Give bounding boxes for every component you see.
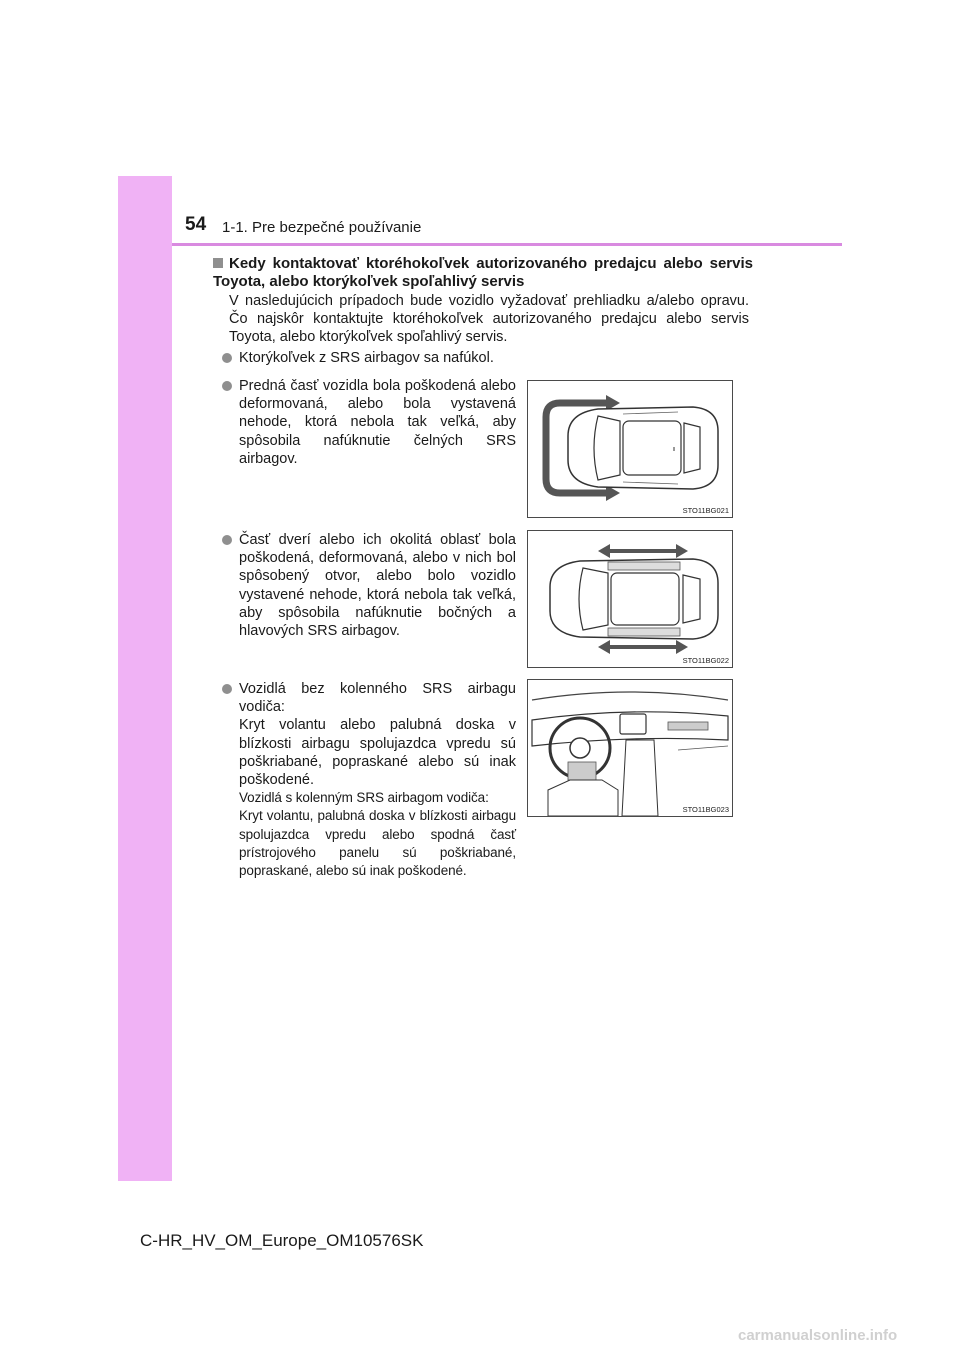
square-bullet-icon xyxy=(213,258,223,268)
car-roof xyxy=(623,421,681,475)
section-title: 1-1. Pre bezpečné používanie xyxy=(222,219,422,236)
figure-front-damage xyxy=(527,380,733,518)
section-heading-text: Kedy kontaktovať ktoréhokoľvek autorizovaného predajcu alebo servis Toyota, alebo ktorýkoľvek spoľahlivý servis xyxy=(213,255,753,290)
rear-window xyxy=(684,423,700,473)
windshield-edge xyxy=(532,692,728,700)
bullet-icon xyxy=(222,381,232,391)
header-rule xyxy=(172,243,842,246)
intro-paragraph: V nasledujúcich prípadoch bude vozidlo vyžadovať prehliadku a/alebo opravu. Čo najskôr kontaktujte ktoréhokoľvek autorizovaného predajcu alebo servis Toyota, alebo ktorýkoľvek spoľahlivý servis. xyxy=(229,293,749,345)
list-item-text: Ktorýkoľvek z SRS airbagov sa nafúkol. xyxy=(239,350,494,366)
figure-side-damage xyxy=(527,530,733,668)
arrowhead-icon xyxy=(676,544,688,558)
car-roof xyxy=(611,573,679,625)
lower-panel xyxy=(548,780,618,816)
list-item-text xyxy=(239,680,516,880)
arrowhead-icon xyxy=(676,640,688,654)
list-item-line: Kryt volantu alebo palubná doska v blízkosti airbagu spolujazdca vpredu sú poškriabané, popraskané alebo sú inak poškodené. xyxy=(239,717,516,789)
figure-dashboard xyxy=(527,679,733,817)
bullet-icon xyxy=(222,684,232,694)
windshield xyxy=(594,416,620,480)
dashboard-illustration xyxy=(528,680,732,816)
door-area xyxy=(608,628,680,636)
list-item xyxy=(222,377,516,468)
car-top-view-illustration xyxy=(528,381,732,517)
list-item-line: Vozidlá s kolenným SRS airbagom vodiča: xyxy=(239,790,489,806)
list-item-text: Predná časť vozidla bola poškodená alebo deformovaná, alebo bola vystavená nehode, ktorá nebola tak veľká, aby spôsobila nafúknutie čelných SRS airbagov. xyxy=(239,378,516,467)
door-area xyxy=(608,562,680,570)
list-item xyxy=(222,349,762,367)
document-footer: C-HR_HV_OM_Europe_OM10576SK xyxy=(140,1231,424,1250)
page-sidebar-tab xyxy=(118,176,172,1181)
section-heading xyxy=(213,255,753,291)
center-console xyxy=(622,740,658,816)
list-item-text: Časť dverí alebo ich okolitá oblasť bola poškodená, deformovaná, alebo v nich bol spôsobený otvor, alebo bolo vozidlo vystavené nehode, ktorá nebola tak veľká, aby spôsobila nafúknutie bočných a hlavových SRS airbagov. xyxy=(239,532,516,640)
figure-code: STO11BG023 xyxy=(682,805,729,814)
figure-code: STO11BG021 xyxy=(682,506,729,515)
passenger-airbag-area xyxy=(668,722,708,730)
car-top-view-illustration xyxy=(528,531,732,667)
windshield xyxy=(579,568,608,630)
arrowhead-icon xyxy=(598,544,610,558)
watermark: carmanualsonline.info xyxy=(738,1327,898,1344)
page-number: 54 xyxy=(185,214,207,235)
steering-hub xyxy=(570,738,590,758)
bullet-icon xyxy=(222,353,232,363)
list-item-line: Vozidlá bez kolenného SRS airbagu vodiča: xyxy=(239,681,516,716)
figure-code: STO11BG022 xyxy=(682,656,729,665)
center-display xyxy=(620,714,646,734)
arrowhead-icon xyxy=(598,640,610,654)
list-item xyxy=(222,531,516,640)
steering-column-cover xyxy=(568,762,596,780)
bullet-icon xyxy=(222,535,232,545)
rear-window xyxy=(683,575,700,623)
list-item xyxy=(222,680,516,880)
list-item-line: Kryt volantu, palubná doska v blízkosti airbagu spolujazdca vpredu alebo spodná časť prístrojového panelu sú poškriabané, popraskané, alebo sú inak poškodené. xyxy=(239,808,516,879)
